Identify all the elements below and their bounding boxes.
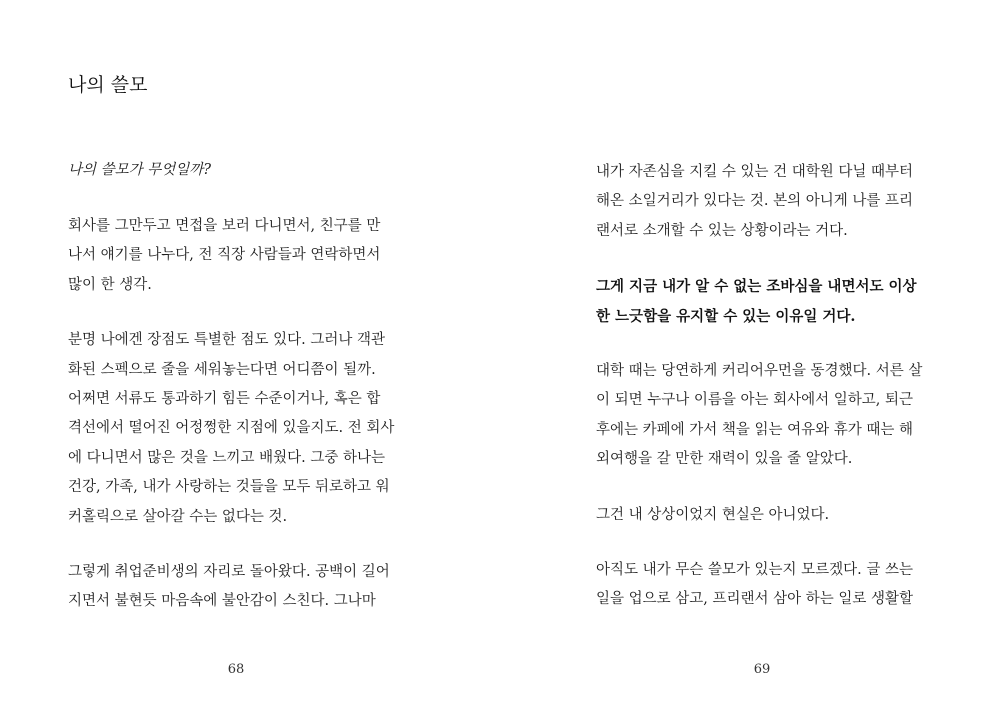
text-line: 커홀릭으로 살아갈 수는 없다는 것. (68, 508, 288, 525)
text-line: 그건 내 상상이었지 현실은 아니었다. (596, 506, 830, 523)
text-line: 아직도 내가 무슨 쓸모가 있는지 모르겠다. 글 쓰는 (596, 562, 914, 579)
paragraph (68, 212, 408, 300)
text-line: 내가 자존심을 지킬 수 있는 건 대학원 다닐 때부터 (596, 164, 914, 180)
paragraph (596, 357, 936, 475)
text-line: 화된 스펙으로 줄을 세워놓는다면 어디쯤이 될까. (68, 361, 376, 378)
right-body-text (596, 158, 936, 641)
paragraph (596, 556, 936, 615)
chapter-question: 나의 쓸모가 무엇일까? (68, 162, 212, 178)
text-line: 건강, 가족, 내가 사랑하는 것들을 모두 뒤로하고 워 (68, 479, 390, 496)
left-body-text (68, 212, 408, 643)
paragraph (596, 158, 936, 246)
text-line: 그게 지금 내가 알 수 없는 조바심을 내면서도 이상 (596, 278, 917, 296)
text-line: 이 되면 누구나 이름을 아는 회사에서 일하고, 퇴근 (596, 392, 914, 409)
text-line: 그렇게 취업준비생의 자리로 돌아왔다. 공백이 길어 (68, 564, 390, 581)
paragraph (68, 326, 408, 532)
text-line: 해온 소일거리가 있다는 것. 본의 아니게 나를 프리 (596, 193, 914, 210)
page-number-right: 69 (753, 662, 771, 677)
text-line: 분명 나에겐 장점도 특별한 점도 있다. 그러나 객관 (68, 332, 386, 349)
text-line: 격선에서 떨어진 어정쩡한 지점에 있을지도. 전 회사 (68, 420, 395, 437)
text-line: 한 느긋함을 유지할 수 있는 이유일 거다. (596, 307, 856, 325)
text-line: 일을 업으로 삼고, 프리랜서 삼아 하는 일로 생활할 (596, 591, 914, 608)
text-line: 랜서로 소개할 수 있는 상황이라는 거다. (596, 222, 848, 239)
paragraph (68, 558, 408, 617)
text-line: 후에는 카페에 가서 책을 읽는 여유와 휴가 때는 해 (596, 421, 914, 438)
text-line: 외여행을 갈 만한 재력이 있을 줄 알았다. (596, 451, 853, 468)
text-line: 많이 한 생각. (68, 276, 152, 293)
text-line: 에 다니면서 많은 것을 느끼고 배웠다. 그중 하나는 (68, 449, 386, 466)
paragraph (596, 501, 936, 530)
text-line: 지면서 불현듯 마음속에 불안감이 스친다. 그나마 (68, 593, 376, 610)
text-line: 대학 때는 당연하게 커리어우먼을 동경했다. 서른 살 (596, 363, 923, 380)
text-line: 어쩌면 서류도 통과하기 힘든 수준이거나, 혹은 합 (68, 391, 381, 408)
text-line: 회사를 그만두고 면접을 보러 다니면서, 친구를 만 (68, 218, 381, 234)
page-number-left: 68 (227, 662, 245, 677)
text-line: 나서 얘기를 나누다, 전 직장 사람들과 연락하면서 (68, 247, 381, 264)
chapter-title: 나의 쓸모 (68, 74, 148, 96)
right-page (500, 0, 1000, 714)
emphasized-paragraph (596, 272, 936, 331)
